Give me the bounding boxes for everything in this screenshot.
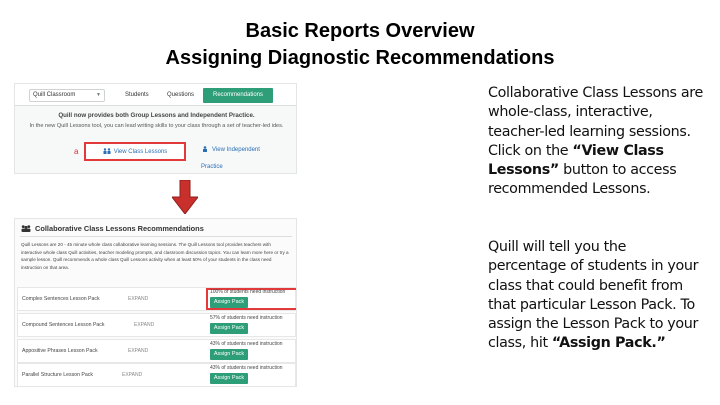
expand-link[interactable]: EXPAND xyxy=(128,296,149,302)
tab-recommendations[interactable]: Recommendations xyxy=(203,88,273,103)
lessons-headline: Quill now provides both Group Lessons and Independent Practice. xyxy=(58,112,255,119)
lesson-pack-name: Appositive Phrases Lesson Pack xyxy=(22,348,98,354)
group-icon xyxy=(103,148,111,154)
view-independent-practice-button[interactable] xyxy=(201,142,283,170)
slide-title-line-2: Assigning Diagnostic Recommendations xyxy=(165,47,555,69)
view-lessons-instructions xyxy=(488,84,703,200)
person-icon xyxy=(201,146,209,152)
view-class-lessons-button[interactable] xyxy=(84,142,186,161)
tab-questions[interactable]: Questions xyxy=(167,92,195,98)
expand-link[interactable]: EXPAND xyxy=(134,322,155,328)
assign-pack-button[interactable]: Assign Pack xyxy=(210,349,248,360)
instructions-text: button to access recommended Lessons. xyxy=(488,162,677,198)
report-tab-bar xyxy=(15,84,297,106)
lesson-pack-row xyxy=(17,339,296,363)
report-tabs-screenshot xyxy=(14,83,297,174)
lessons-description: Quill Lessons are 20 - 45 minute whole class collaborative learning sessions. The Quill Lessons tool provides teachers with interactive whole class Quill activities, teacher modeling prompts, and classroom discussion topics. You can learn more here or try a sample lesson. Quill recommends a whole class Quill Lessons activity when at least 50% of your students in the class need instruction on that area. xyxy=(21,242,289,270)
chevron-down-icon: ▼ xyxy=(96,92,101,98)
view-class-lessons-label: View Class Lessons xyxy=(113,149,168,155)
lesson-pack-row xyxy=(17,287,296,311)
percent-need-instruction: 100% of students need instruction xyxy=(210,289,286,295)
expand-link[interactable]: EXPAND xyxy=(128,348,149,354)
assign-pack-button[interactable]: Assign Pack xyxy=(210,373,248,384)
lessons-subline: In the new Quill Lessons tool, you can lead writing skills to your class through a set of teacher-led ides. xyxy=(29,123,284,129)
lesson-pack-name: Parallel Structure Lesson Pack xyxy=(22,372,93,378)
percent-need-instruction: 43% of students need instruction xyxy=(210,365,283,371)
instructions-text: Quill will tell you the percentage of students in your class that could benefit from that particular Lesson Pack. To assign the Lesson Pack to your class, hit xyxy=(488,239,699,352)
slide-title-line-1: Basic Reports Overview xyxy=(245,20,475,42)
lesson-pack-row xyxy=(17,313,296,337)
percent-need-instruction: 43% of students need instruction xyxy=(210,341,283,347)
assign-pack-button[interactable]: Assign Pack xyxy=(210,297,248,308)
view-independent-practice-label: View Independent Practice xyxy=(201,147,260,170)
group-icon xyxy=(21,225,31,232)
down-arrow-icon xyxy=(172,180,198,214)
instructions-text: Collaborative Class Lessons are whole-class, interactive, teacher-led learning sessions. Click on the xyxy=(488,85,703,159)
callout-marker: a xyxy=(74,147,79,156)
lesson-pack-name: Compound Sentences Lesson Pack xyxy=(22,322,105,328)
recommendations-heading xyxy=(21,224,204,233)
percent-need-instruction: 57% of students need instruction xyxy=(210,315,283,321)
assign-pack-instructions xyxy=(488,238,703,354)
instructions-emphasis: “View Class Lessons” xyxy=(488,142,664,179)
recommendations-screenshot xyxy=(14,218,297,387)
expand-link[interactable]: EXPAND xyxy=(122,372,143,378)
slide-title xyxy=(0,18,720,72)
lesson-pack-row xyxy=(17,363,296,387)
recommendations-heading-text: Collaborative Class Lessons Recommendations xyxy=(35,224,204,233)
divider xyxy=(20,236,292,237)
assign-pack-button[interactable]: Assign Pack xyxy=(210,323,248,334)
tab-students[interactable]: Students xyxy=(125,92,149,98)
classroom-select[interactable] xyxy=(29,89,105,102)
lesson-pack-name: Complex Sentences Lesson Pack xyxy=(22,296,100,302)
instructions-emphasis: “Assign Pack.” xyxy=(551,335,666,352)
classroom-select-value: Quill Classroom xyxy=(33,92,76,98)
